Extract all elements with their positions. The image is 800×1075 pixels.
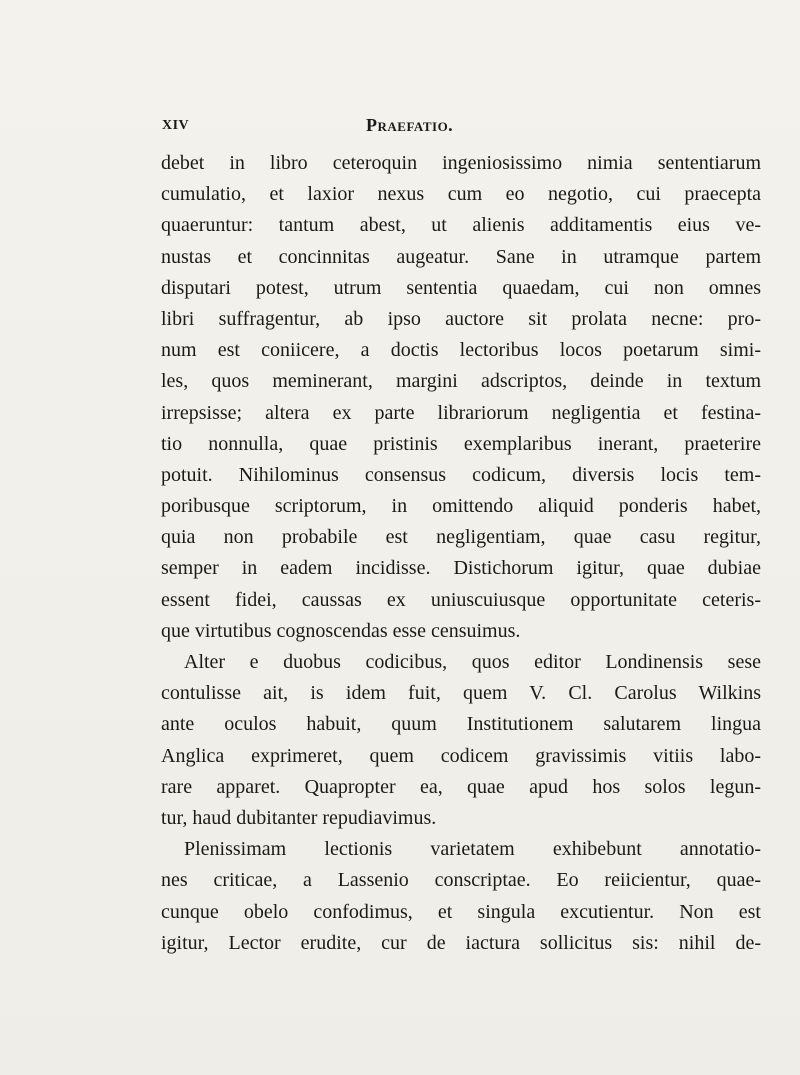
running-head <box>162 115 800 142</box>
paragraph-end-line: tur, haud dubitanter repudiavimus. <box>161 806 437 829</box>
text-line: semper in eadem incidisse. Distichorum igitur, quae dubiae <box>161 557 761 580</box>
text-line: nes criticae, a Lassenio conscriptae. Eo reiicientur, quae- <box>161 869 761 892</box>
text-line: disputari potest, utrum sententia quaedam, cui non omnes <box>161 276 761 299</box>
text-line: cumulatio, et laxior nexus cum eo negotio, cui praecepta <box>161 183 761 206</box>
text-line: potuit. Nihilominus consensus codicum, diversis locis tem- <box>161 463 761 486</box>
paragraph-start-line: Alter e duobus codicibus, quos editor Londinensis sese <box>184 651 761 673</box>
text-line: igitur, Lector erudite, cur de iactura sollicitus sis: nihil de- <box>161 931 761 954</box>
text-line: num est coniicere, a doctis lectoribus locos poetarum simi- <box>161 339 761 362</box>
text-line: debet in libro ceteroquin ingeniosissimo nimia sententiarum <box>161 152 761 174</box>
page-number: XIV <box>162 118 190 133</box>
text-line: tio nonnulla, quae pristinis exemplaribus inerant, praeterire <box>161 432 761 455</box>
text-line: irrepsisse; altera ex parte librariorum negligentia et festina- <box>161 401 761 424</box>
text-line: cunque obelo confodimus, et singula excutientur. Non est <box>161 900 761 923</box>
body-text <box>161 148 761 959</box>
text-line: nustas et concinnitas augeatur. Sane in utramque partem <box>161 245 761 268</box>
text-line: rare apparet. Quapropter ea, quae apud hos solos legun- <box>161 775 761 798</box>
section-title: Praefatio. <box>366 115 454 135</box>
text-line: contulisse ait, is idem fuit, quem V. Cl. Carolus Wilkins <box>161 682 761 705</box>
text-line: libri suffragentur, ab ipso auctore sit prolata necne: pro- <box>161 307 761 330</box>
text-line: essent fidei, caussas ex uniuscuiusque opportunitate ceteris- <box>161 588 761 611</box>
text-line: quaeruntur: tantum abest, ut alienis additamentis eius ve- <box>161 214 761 237</box>
text-line: quia non probabile est negligentiam, quae casu regitur, <box>161 526 761 549</box>
text-line: Anglica exprimeret, quem codicem gravissimis vitiis labo- <box>161 744 761 767</box>
text-line: les, quos meminerant, margini adscriptos, deinde in textum <box>161 370 761 393</box>
text-line: ante oculos habuit, quum Institutionem salutarem lingua <box>161 713 761 736</box>
text-line: poribusque scriptorum, in omittendo aliquid ponderis habet, <box>161 495 761 518</box>
paragraph-start-line: Plenissimam lectionis varietatem exhibebunt annotatio- <box>184 838 761 861</box>
paragraph-end-line: que virtutibus cognoscendas esse censuimus. <box>161 619 521 642</box>
